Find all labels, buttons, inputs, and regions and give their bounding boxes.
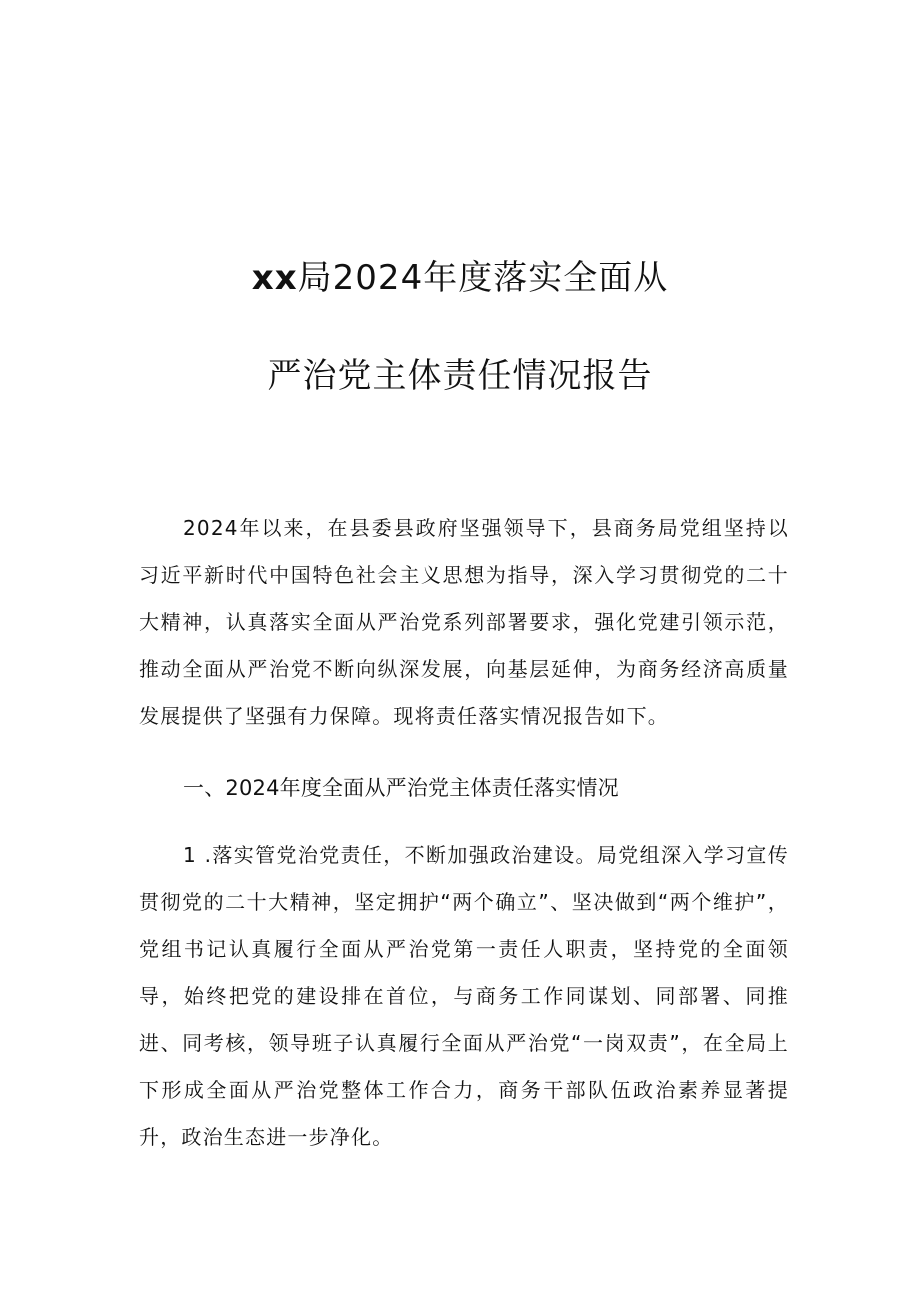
report-title-line-1: [0, 258, 920, 298]
section-heading: 一、2024年度全面从严治党主体责任落实情况: [183, 776, 619, 800]
item-1-paragraph: 1 .落实管党治党责任，不断加强政治建设。局党组深入学习宣传贯彻党的二十大精神，坚定拥护“两个确立”、坚决做到“两个维护”，党组书记认真履行全面从严治党第一责任人职责，坚持党的全面领导，始终把党的建设排在首位，与商务工作同谋划、同部署、同推进、同考核，领导班子认真履行全面从严治党“一岗双责”，在全局上下形成全面从严治党整体工作合力，商务干部队伍政治素养显著提升，政治生态进一步净化。: [139, 843, 789, 1149]
title-line-1-text: 局2024年度落实全面从: [297, 258, 669, 298]
intro-paragraph: 2024年以来，在县委县政府坚强领导下，县商务局党组坚持以习近平新时代中国特色社会主义思想为指导，深入学习贯彻党的二十大精神，认真落实全面从严治党系列部署要求，强化党建引领示范，推动全面从严治党不断向纵深发展，向基层延伸，为商务经济高质量发展提供了坚强有力保障。现将责任落实情况报告如下。: [139, 516, 789, 728]
report-title-line-2: 严治党主体责任情况报告: [267, 356, 653, 396]
title-prefix: xx: [251, 258, 298, 298]
